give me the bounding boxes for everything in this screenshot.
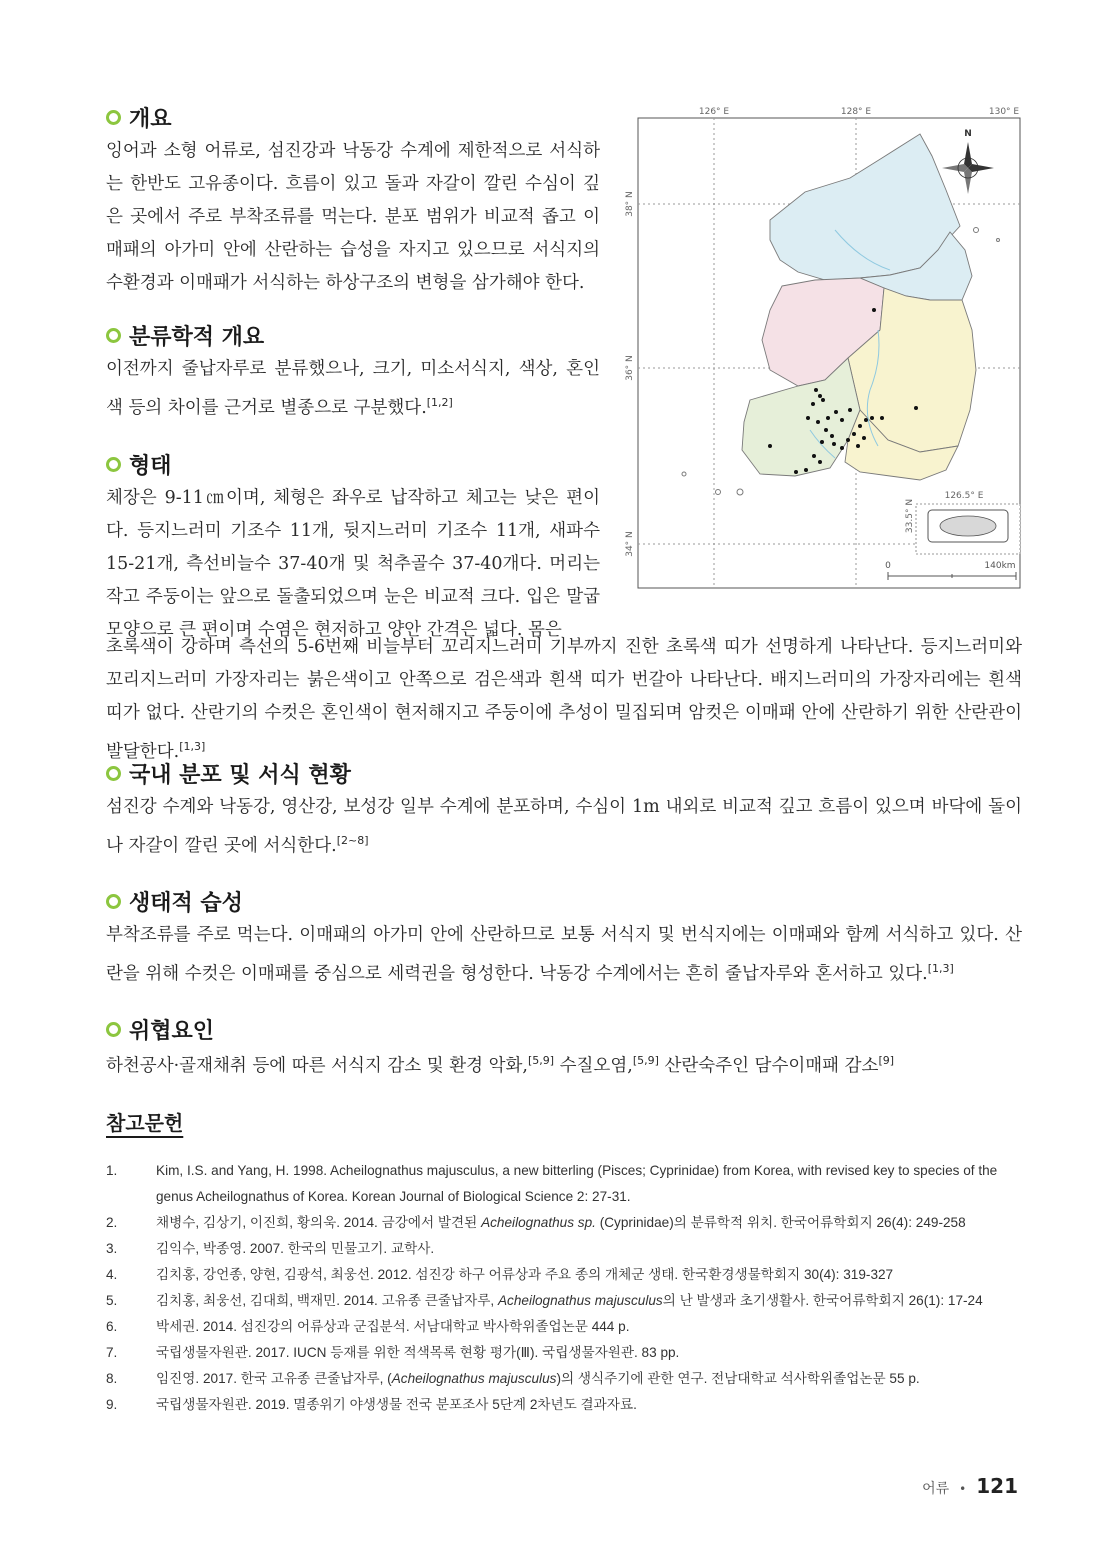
reference-number: 3.	[106, 1241, 118, 1256]
inset-lat-label: 33.5° N	[905, 498, 915, 534]
reference-item	[106, 1314, 1022, 1340]
record-point	[834, 410, 838, 414]
section-title-taxonomy: 분류학적 개요	[106, 320, 264, 351]
reference-text: 국립생물자원관. 2019. 멸종위기 야생생물 전국 분포조사 5단계 2차년도 결과자료.	[156, 1397, 637, 1412]
record-point	[914, 406, 918, 410]
citation: [5,9]	[632, 1054, 659, 1067]
section-bullet-icon	[106, 894, 121, 909]
record-point	[811, 402, 815, 406]
record-point	[804, 468, 808, 472]
ecology-paragraph: 부착조류를 주로 먹는다. 이매패의 아가미 안에 산란하므로 보통 서식지 및 번식지에는 이매패와 함께 서식하고 있다. 산란을 위해 수컷은 이매패를 중심으로 세력권을 형성한다. 낙동강 수계에서는 흔히 줄납자루와 혼서하고 있다.[1,3]	[106, 925, 1022, 984]
reference-number: 7.	[106, 1345, 118, 1360]
overview-paragraph: 잉어과 소형 어류로, 섬진강과 낙동강 수계에 제한적으로 서식하는 한반도 고유종이다. 흐름이 있고 돌과 자갈이 깔린 수심이 깊은 곳에서 주로 부착조류를 먹는다. 분포 범위가 비교적 좁고 이매패의 아가미 안에 산란하는 습성을 자지고 있으므로 서식지의 수환경과 이매패가 서식하는 하상구조의 변형을 삼가해야 한다.	[106, 141, 600, 293]
record-point	[840, 446, 844, 450]
reference-text: Kim, I.S. and Yang, H. 1998. Acheilognathus majusculus, a new bitterling (Pisces; Cyprinidae) from Korea, with revised key to species of the genus Acheilognathus of Korea. Korean Journal of Biological Science 2: 27-31.	[156, 1163, 998, 1204]
reference-item	[106, 1366, 1022, 1392]
section-bullet-icon	[106, 1022, 121, 1037]
record-point	[830, 434, 834, 438]
record-point	[806, 416, 810, 420]
record-point	[864, 418, 868, 422]
reference-text: 김치홍, 최웅선, 김대희, 백재민. 2014. 고유종 큰줄납자루, Acheilognathus majusculus의 난 발생과 초기생활사. 한국어류학회지 26(1): 17-24	[156, 1293, 983, 1308]
section-title-ecology: 생태적 습성	[106, 886, 243, 917]
record-point	[862, 436, 866, 440]
section-bullet-icon	[106, 457, 121, 472]
reference-text: 김익수, 박종영. 2007. 한국의 민물고기. 교학사.	[156, 1241, 435, 1256]
page-footer	[922, 1474, 1018, 1498]
record-point	[870, 416, 874, 420]
reference-item	[106, 1392, 1022, 1418]
record-point	[816, 420, 820, 424]
lon-label: 130° E	[988, 107, 1020, 117]
scale-label-start: 0	[885, 561, 891, 571]
jeju-island	[940, 516, 996, 536]
section-bullet-icon	[106, 110, 121, 125]
reference-item	[106, 1210, 1022, 1236]
citation: [1,2]	[426, 396, 453, 409]
footer-separator: •	[959, 1482, 967, 1496]
record-point	[820, 440, 824, 444]
record-point	[832, 442, 836, 446]
morphology-paragraph-wide: 초록색이 강하며 측선의 5-6번째 비늘부터 꼬리지느러미 기부까지 진한 초록색 띠가 선명하게 나타난다. 등지느러미와 꼬리지느러미 가장자리는 붉은색이고 안쪽으로 검은색과 흰색 띠가 번갈아 나타난다. 배지느러미의 가장자리에는 흰색 띠가 없다. 산란기의 수컷은 혼인색이 현저해지고 주둥이에 추성이 밀집되며 암컷은 이매패 안에 산란하기 위한 산란관이 발달한다.[1,3]	[106, 637, 1022, 762]
record-point	[814, 388, 818, 392]
section-title-overview: 개요	[106, 102, 172, 133]
reference-text: 임진영. 2017. 한국 고유종 큰줄납자루, (Acheilognathus majusculus)의 생식주기에 관한 연구. 전남대학교 석사학위졸업논문 55 p.	[156, 1371, 920, 1386]
lat-label: 34° N	[625, 531, 635, 557]
record-point	[858, 424, 862, 428]
lat-label: 36° N	[625, 355, 635, 381]
citation: [9]	[878, 1054, 895, 1067]
section-bullet-icon	[106, 328, 121, 343]
references-list	[106, 1158, 1022, 1418]
record-point	[818, 394, 822, 398]
citation: [5,9]	[527, 1054, 555, 1067]
record-point	[812, 454, 816, 458]
citation: [1,3]	[927, 962, 954, 975]
lon-label: 128° E	[840, 107, 872, 117]
taxonomy-paragraph: 이전까지 줄납자루로 분류했으나, 크기, 미소서식지, 색상, 혼인색 등의 차이를 근거로 별종으로 구분했다.[1,2]	[106, 359, 600, 418]
record-point	[794, 470, 798, 474]
distribution-paragraph: 섬진강 수계와 낙동강, 영산강, 보성강 일부 수계에 분포하며, 수심이 1m 내외로 비교적 깊고 흐름이 있으며 바닥에 돌이나 자갈이 깔린 곳에 서식한다.[2~8]	[106, 797, 1022, 856]
record-point	[840, 418, 844, 422]
section-bullet-icon	[106, 766, 121, 781]
reference-item	[106, 1158, 1022, 1210]
citation: [2~8]	[336, 834, 369, 847]
reference-number: 1.	[106, 1163, 118, 1178]
reference-number: 8.	[106, 1371, 118, 1386]
north-label: N	[964, 129, 972, 139]
record-point	[856, 444, 860, 448]
section-title-threats: 위협요인	[106, 1014, 214, 1045]
record-point	[824, 428, 828, 432]
reference-number: 4.	[106, 1267, 118, 1282]
reference-number: 9.	[106, 1397, 118, 1412]
section-title-distribution: 국내 분포 및 서식 현황	[106, 758, 351, 789]
reference-number: 6.	[106, 1319, 118, 1334]
reference-item	[106, 1340, 1022, 1366]
record-point	[768, 444, 772, 448]
reference-number: 5.	[106, 1293, 118, 1308]
record-point	[818, 460, 822, 464]
reference-item	[106, 1288, 1022, 1314]
distribution-map-svg	[620, 100, 1024, 590]
reference-item	[106, 1236, 1022, 1262]
reference-number: 2.	[106, 1215, 118, 1230]
citation: [1,3]	[179, 740, 206, 753]
reference-text: 채병수, 김상기, 이진희, 황의욱. 2014. 금강에서 발견된 Acheilognathus sp. (Cyprinidae)의 분류학적 위치. 한국어류학회지 26(4): 249-258	[156, 1215, 966, 1230]
record-point	[826, 416, 830, 420]
page-number: 121	[976, 1474, 1018, 1498]
inset-lon-label: 126.5° E	[944, 491, 984, 501]
record-point	[880, 416, 884, 420]
distribution-map	[620, 100, 1024, 590]
record-point	[872, 308, 876, 312]
lat-label: 38° N	[625, 191, 635, 217]
record-point	[848, 408, 852, 412]
reference-text: 국립생물자원관. 2017. IUCN 등재를 위한 적색목록 현황 평가(Ⅲ). 국립생물자원관. 83 pp.	[156, 1345, 680, 1360]
references-title: 참고문헌	[106, 1111, 184, 1135]
morphology-paragraph-narrow: 체장은 9-11㎝이며, 체형은 좌우로 납작하고 체고는 낮은 편이다. 등지느러미 기조수 11개, 뒷지느러미 기조수 11개, 새파수 15-21개, 측선비늘수 37-40개 및 척추골수 37-40개다. 머리는 작고 주둥이는 앞으로 돌출되었으며 눈은 비교적 크다. 입은 말굽 모양으로 큰 편이며 수염은 현저하고 양안 간격은 넓다. 몸은	[106, 488, 600, 640]
record-point	[852, 432, 856, 436]
lon-label: 126° E	[698, 107, 730, 117]
record-point	[821, 398, 825, 402]
reference-text: 김치홍, 강언종, 양현, 김광석, 최웅선. 2012. 섬진강 하구 어류상과 주요 종의 개체군 생태. 한국환경생물학회지 30(4): 319-327	[156, 1267, 894, 1282]
section-title-morphology: 형태	[106, 449, 172, 480]
footer-category: 어류	[922, 1481, 950, 1497]
reference-text: 박세권. 2014. 섬진강의 어류상과 군집분석. 서남대학교 박사학위졸업논문 444 p.	[156, 1319, 630, 1334]
reference-item	[106, 1262, 1022, 1288]
record-point	[846, 438, 850, 442]
threats-paragraph: 하천공사·골재채취 등에 따른 서식지 감소 및 환경 악화,[5,9] 수질오염,[5,9] 산란숙주인 담수이매패 감소[9]	[106, 1054, 895, 1076]
scale-label-end: 140km	[984, 561, 1016, 571]
